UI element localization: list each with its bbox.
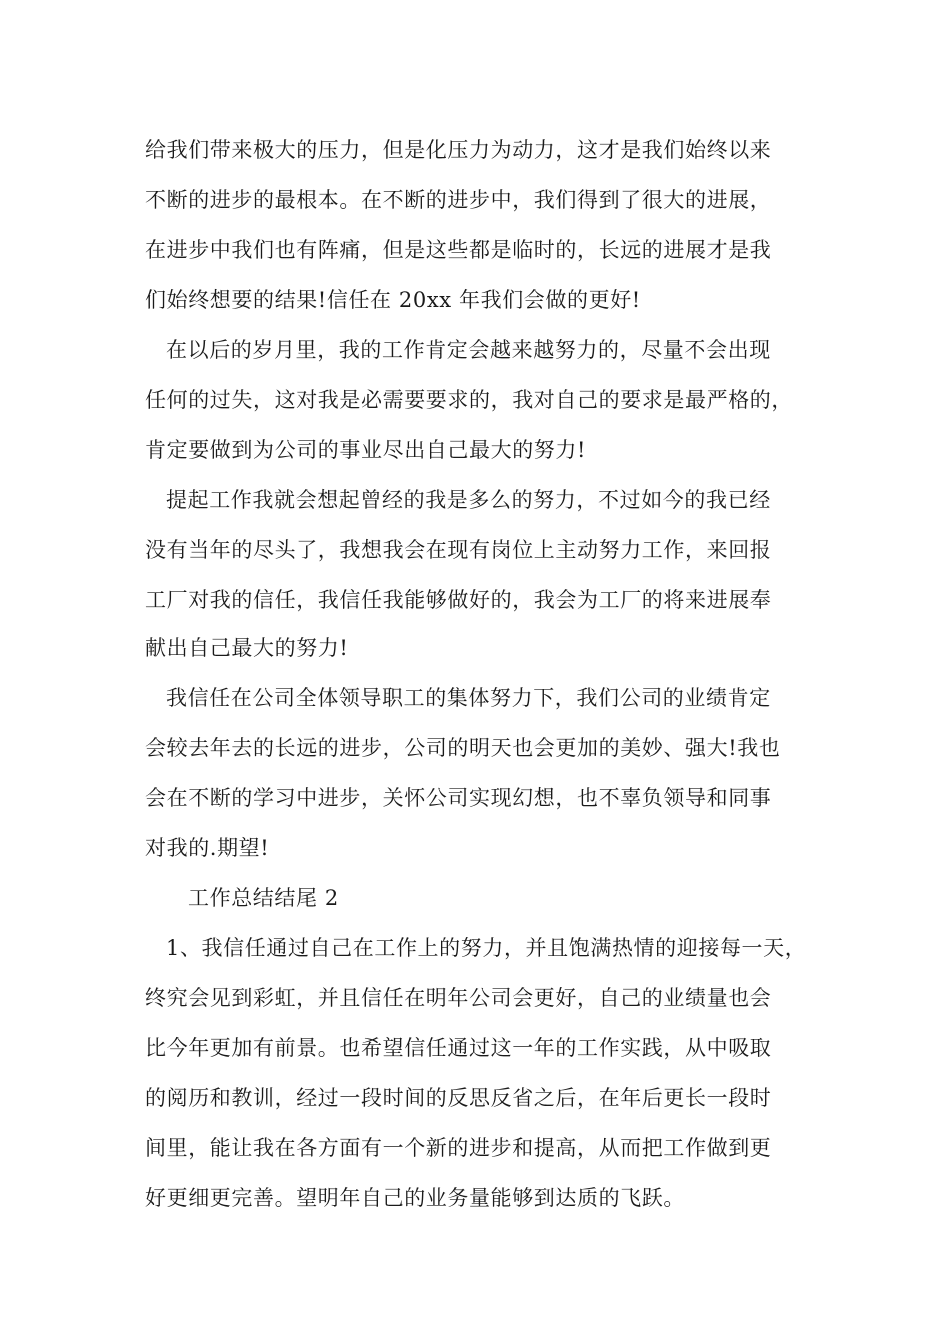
paragraph-line: 的阅历和教训，经过一段时间的反思反省之后，在年后更长一段时	[145, 1086, 772, 1110]
paragraph-line: 我信任在公司全体领导职工的集体努力下，我们公司的业绩肯定	[166, 686, 771, 710]
paragraph-line: 提起工作我就会想起曾经的我是多么的努力，不过如今的我已经	[166, 488, 771, 512]
paragraph-line: 工厂对我的信任，我信任我能够做好的，我会为工厂的将来进展奉	[145, 588, 772, 612]
paragraph-line: 比今年更加有前景。也希望信任通过这一年的工作实践，从中吸取	[145, 1036, 772, 1060]
paragraph-line: 肯定要做到为公司的事业尽出自己最大的努力!	[145, 438, 587, 462]
paragraph-line: 们始终想要的结果!信任在 20xx 年我们会做的更好!	[145, 288, 641, 312]
paragraph-line: 好更细更完善。望明年自己的业务量能够到达质的飞跃。	[145, 1186, 685, 1210]
paragraph-line: 没有当年的尽头了，我想我会在现有岗位上主动努力工作，来回报	[145, 538, 772, 562]
paragraph-line: 在以后的岁月里，我的工作肯定会越来越努力的，尽量不会出现	[166, 338, 771, 362]
paragraph-line: 在进步中我们也有阵痛，但是这些都是临时的，长远的进展才是我	[145, 238, 772, 262]
paragraph-line: 对我的.期望!	[145, 836, 270, 860]
paragraph-line: 任何的过失，这对我是必需要要求的，我对自己的要求是最严格的，	[145, 388, 793, 412]
paragraph-line: 间里，能让我在各方面有一个新的进步和提高，从而把工作做到更	[145, 1136, 772, 1160]
paragraph-line: 会在不断的学习中进步，关怀公司实现幻想，也不辜负领导和同事	[145, 786, 772, 810]
paragraph-line: 不断的进步的最根本。在不断的进步中，我们得到了很大的进展，	[145, 188, 772, 212]
paragraph-line: 1、我信任通过自己在工作上的努力，并且饱满热情的迎接每一天，	[166, 936, 807, 960]
paragraph-line: 献出自己最大的努力!	[145, 636, 349, 660]
paragraph-line: 终究会见到彩虹，并且信任在明年公司会更好，自己的业绩量也会	[145, 986, 772, 1010]
section-heading: 工作总结结尾 2	[188, 886, 339, 910]
paragraph-line: 给我们带来极大的压力，但是化压力为动力，这才是我们始终以来	[145, 138, 772, 162]
paragraph-line: 会较去年去的长远的进步，公司的明天也会更加的美妙、强大!我也	[145, 736, 781, 760]
